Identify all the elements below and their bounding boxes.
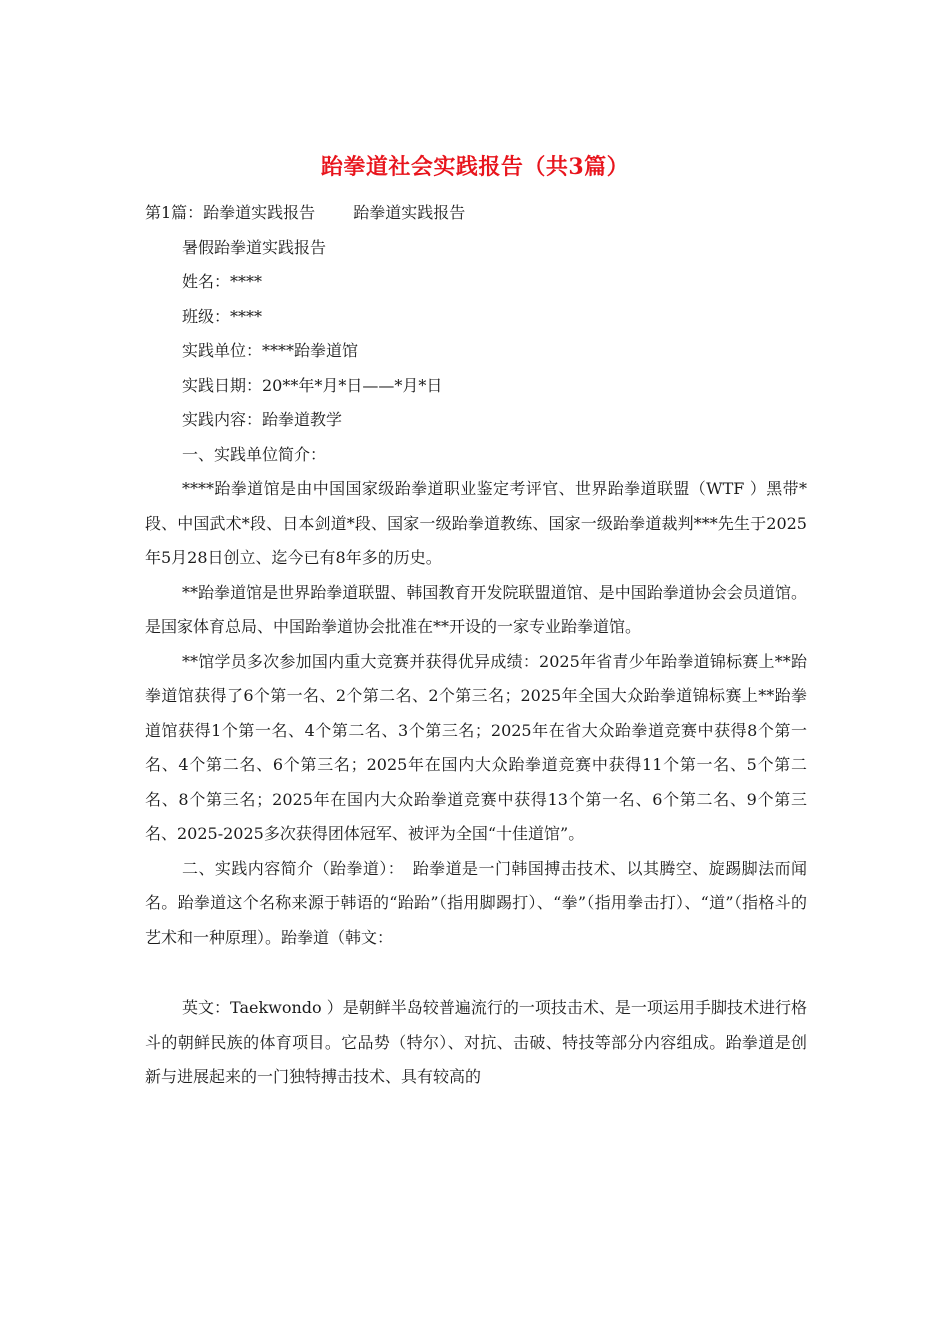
field-name: 姓名：****	[182, 272, 263, 291]
document-body	[145, 196, 807, 1095]
part-label: 第1篇：跆拳道实践报告	[145, 203, 316, 222]
field-class: 班级：****	[182, 306, 263, 326]
paragraph-content-intro: 二、实践内容简介（跆拳道）： 跆拳道是一门韩国搏击技术、以其腾空、旋踢脚法而闻名。跆拳道这个名称来源于韩语的“跆跆”（指用脚踢打）、“拳”（指用拳击打）、“道”（指格斗的艺术和一种原理）。跆拳道（韩文：	[145, 858, 807, 947]
paragraph-membership: **跆拳道馆是世界跆拳道联盟、韩国教育开发院联盟道馆、是中国跆拳道协会会员道馆。是国家体育总局、中国跆拳道协会批准在**开设的一家专业跆拳道馆。	[145, 582, 807, 636]
field-unit: 实践单位：****跆拳道馆	[182, 341, 359, 360]
part-header	[145, 196, 807, 231]
paragraph-unit-intro: ****跆拳道馆是由中国国家级跆拳道职业鉴定考评官、世界跆拳道联盟（WTF ）黑带*段、中国武术*段、日本剑道*段、国家一级跆拳道教练、国家一级跆拳道裁判***先生于2025年5月28日创立、迄今已有8年多的历史。	[145, 479, 807, 567]
report-title: 暑假跆拳道实践报告	[182, 237, 327, 257]
blank-gap	[145, 955, 807, 991]
field-date: 实践日期：20**年*月*日——*月*日	[182, 375, 443, 395]
document-title: 跆拳道社会实践报告（共3篇）	[320, 154, 630, 180]
part-subtitle: 跆拳道实践报告	[353, 203, 466, 222]
field-content: 实践内容：跆拳道教学	[182, 410, 343, 429]
section-heading: 一、实践单位简介：	[182, 444, 327, 464]
paragraph-taekwondo: 英文：Taekwondo ）是朝鲜半岛较普遍流行的一项技击术、是一项运用手脚技术进行格斗的朝鲜民族的体育项目。它品势（特尔）、对抗、击破、特技等部分内容组成。跆拳道是创新与进展起来的一门独特搏击技术、具有较高的	[145, 998, 807, 1086]
paragraph-achievements: **馆学员多次参加国内重大竞赛并获得优异成绩：2025年省青少年跆拳道锦标赛上**跆拳道馆获得了6个第一名、2个第二名、2个第三名；2025年全国大众跆拳道锦标赛上**跆拳道馆获得1个第一名、4个第二名、3个第三名；2025年在省大众跆拳道竞赛中获得8个第一名、4个第二名、6个第三名；2025年在国内大众跆拳道竞赛中获得11个第一名、5个第二名、8个第三名；2025年在国内大众跆拳道竞赛中获得13个第一名、6个第二名、9个第三名、2025-2025多次获得团体冠军、被评为全国“十佳道馆”。	[145, 651, 807, 843]
